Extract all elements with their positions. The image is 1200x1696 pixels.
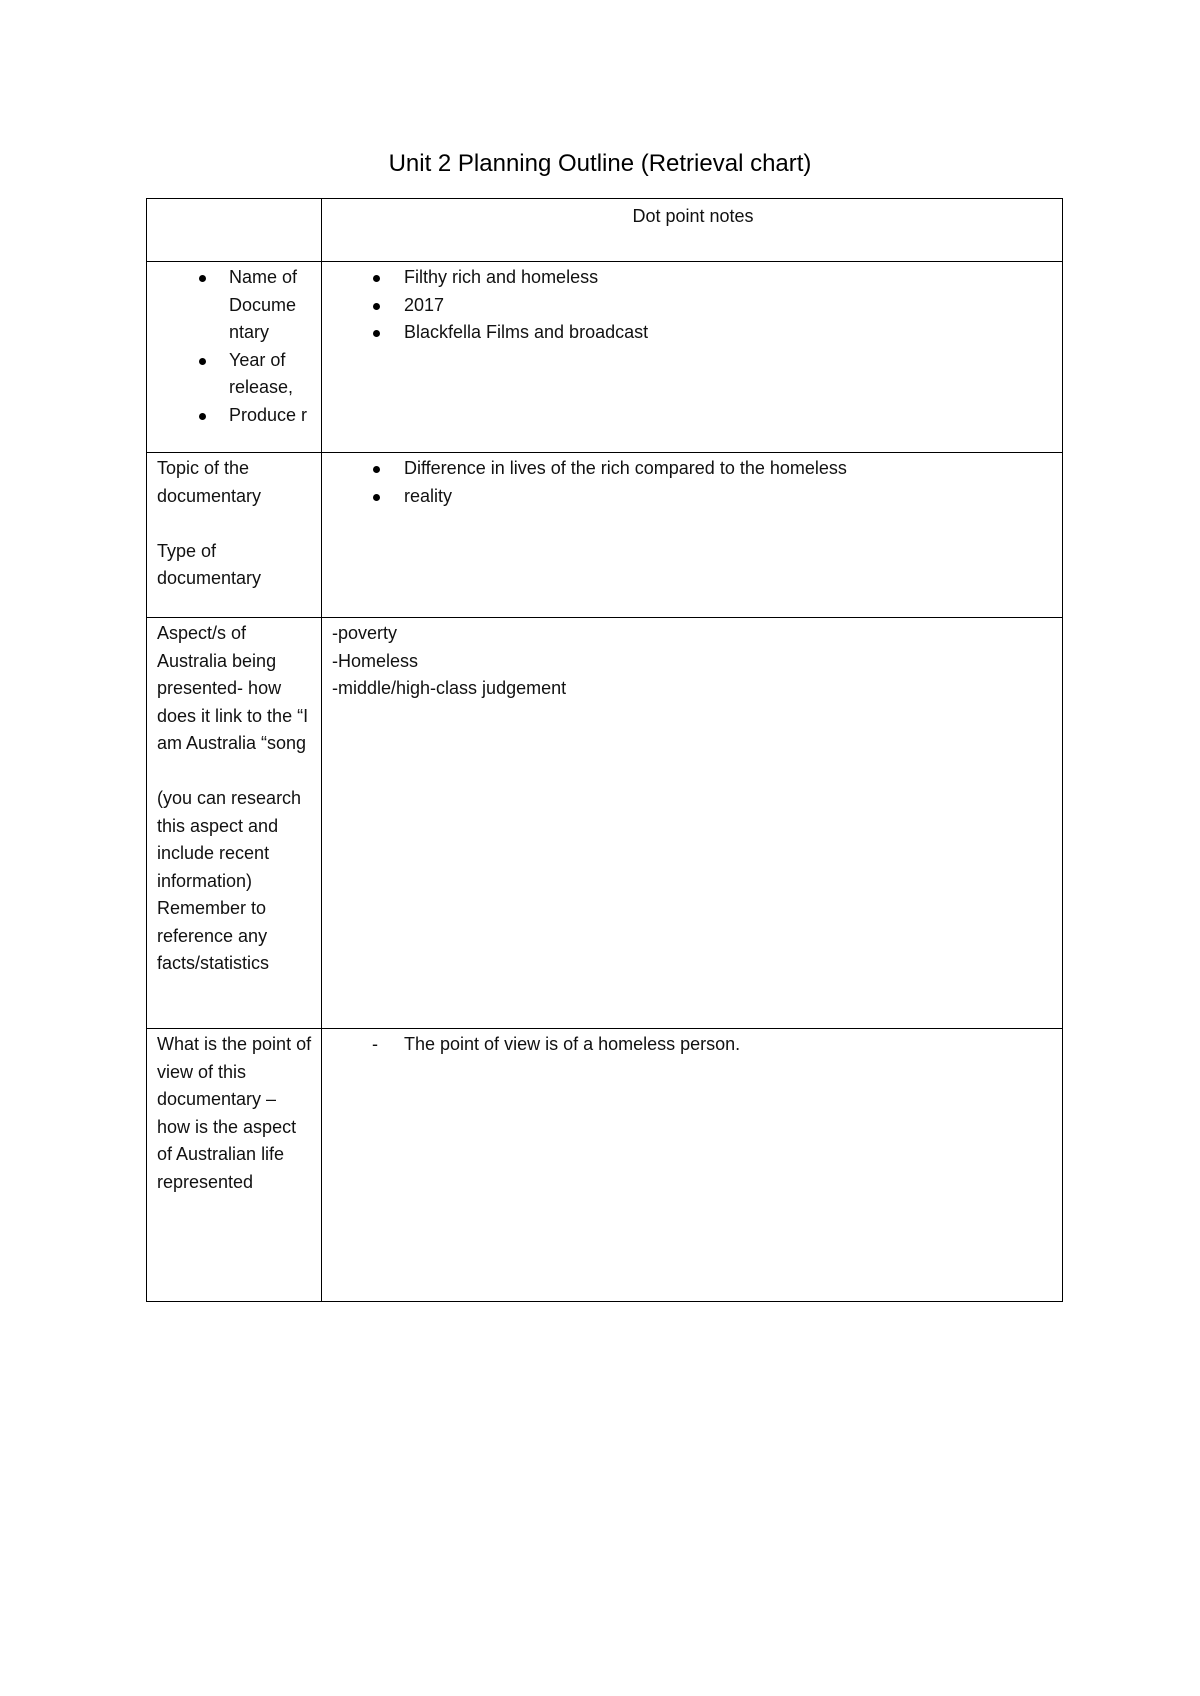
notes-dash-list (332, 1031, 1054, 1059)
list-item: - The point of view is of a homeless person. (332, 1031, 1054, 1059)
header-cell-empty (147, 199, 322, 262)
row-notes-cell (322, 1029, 1063, 1302)
row-label-cell (147, 453, 322, 618)
row-notes-cell (322, 453, 1063, 618)
row-label-cell (147, 618, 322, 1029)
row-label-cell (147, 262, 322, 453)
list-item: Year of release, (157, 347, 313, 402)
list-item: Blackfella Films and broadcast (332, 319, 1054, 347)
table-row-topic-type (147, 453, 1063, 618)
page-title: Unit 2 Planning Outline (Retrieval chart) (388, 150, 812, 177)
notes-line: -poverty (332, 623, 398, 643)
notes-bullet-list (332, 455, 1054, 510)
label-bullet-list (157, 264, 313, 429)
list-item: Filthy rich and homeless (332, 264, 1054, 292)
notes-bullet-list (332, 264, 1054, 347)
row-label-text: Aspect/s of Australia being presented- how does it link to the “I am Australia “song (157, 623, 309, 753)
row-label-text: Topic of the documentary (157, 458, 262, 506)
retrieval-chart-table (146, 198, 1063, 1302)
table-header-row (147, 199, 1063, 262)
row-notes-cell (322, 262, 1063, 453)
row-label-text: What is the point of view of this documentary – how is the aspect of Australian life represented (157, 1034, 312, 1192)
row-notes-cell (322, 618, 1063, 1029)
row-label-cell (147, 1029, 322, 1302)
list-item: Name of Docume ntary (157, 264, 313, 347)
list-item: 2017 (332, 292, 1054, 320)
list-item: Difference in lives of the rich compared to the homeless (332, 455, 1054, 483)
list-item: reality (332, 483, 1054, 511)
table-row-point-of-view (147, 1029, 1063, 1302)
notes-line: -Homeless (332, 650, 419, 671)
row-label-text: (you can research this aspect and include recent information) Remember to reference any facts/statistics (157, 788, 302, 973)
row-label-text: Type of documentary (157, 540, 262, 588)
list-item: Produce r (157, 402, 313, 430)
table-row-aspects (147, 618, 1063, 1029)
notes-line: -middle/high-class judgement (332, 678, 567, 698)
header-cell-dot-point-notes: Dot point notes (322, 199, 1063, 262)
table-row-documentary-details (147, 262, 1063, 453)
